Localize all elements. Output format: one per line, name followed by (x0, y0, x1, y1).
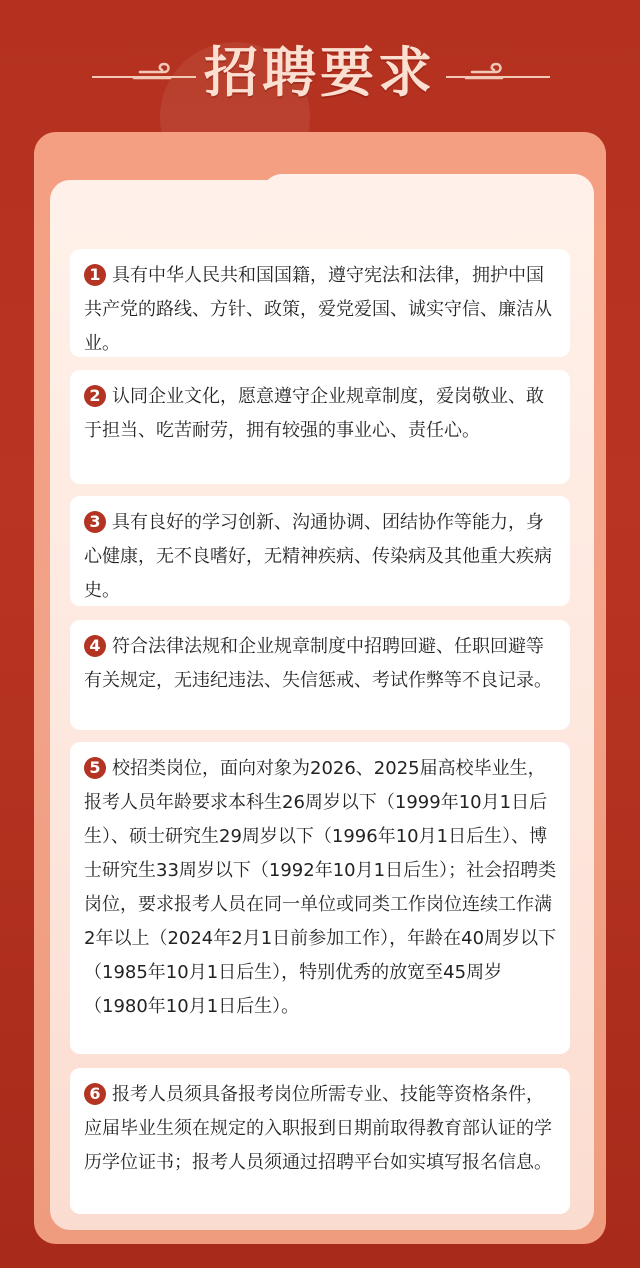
cloud-ornament-icon (130, 58, 190, 86)
requirement-text: 具有良好的学习创新、沟通协调、团结协作等能力，身心健康，无不良嗜好，无精神疾病、传染病及其他重大疾病史。 (84, 512, 552, 601)
panel-tab (262, 174, 594, 224)
requirement-card-1 (70, 249, 570, 357)
cloud-ornament-icon (446, 58, 506, 86)
requirement-text: 校招类岗位，面向对象为2026、2025届高校毕业生，报考人员年龄要求本科生26周岁以下（1999年10月1日后生）、硕士研究生29周岁以下（1996年10月1日后生）、博士研究生33周岁以下（1992年10月1日后生）；社会招聘类岗位，要求报考人员在同一单位或同类工作岗位连续工作满2年以上（2024年2月1日前参加工作），年龄在40周岁以下（1985年10月1日后生），特别优秀的放宽至45周岁（1980年10月1日后生）。 (84, 758, 557, 1017)
requirement-card-3 (70, 496, 570, 606)
requirement-text: 符合法律法规和企业规章制度中招聘回避、任职回避等有关规定，无违纪违法、失信惩戒、考试作弊等不良记录。 (84, 636, 552, 691)
number-badge: 2 (84, 385, 106, 407)
requirement-card-6 (70, 1068, 570, 1214)
number-badge: 5 (84, 757, 106, 779)
header (0, 0, 640, 130)
requirement-card-2 (70, 370, 570, 484)
page-title: 招聘要求 (204, 40, 436, 104)
number-badge: 6 (84, 1083, 106, 1105)
requirement-card-5 (70, 742, 570, 1054)
requirement-text: 报考人员须具备报考岗位所需专业、技能等资格条件，应届毕业生须在规定的入职报到日期前取得教育部认证的学历学位证书；报考人员须通过招聘平台如实填写报名信息。 (84, 1084, 552, 1173)
number-badge: 1 (84, 264, 106, 286)
requirement-text: 认同企业文化，愿意遵守企业规章制度，爱岗敬业、敢于担当、吃苦耐劳，拥有较强的事业心、责任心。 (84, 386, 544, 441)
title-divider-right (446, 76, 550, 78)
number-badge: 3 (84, 511, 106, 533)
requirement-text: 具有中华人民共和国国籍，遵守宪法和法律，拥护中国共产党的路线、方针、政策，爱党爱国、诚实守信、廉洁从业。 (84, 265, 552, 354)
number-badge: 4 (84, 635, 106, 657)
requirement-card-4 (70, 620, 570, 730)
